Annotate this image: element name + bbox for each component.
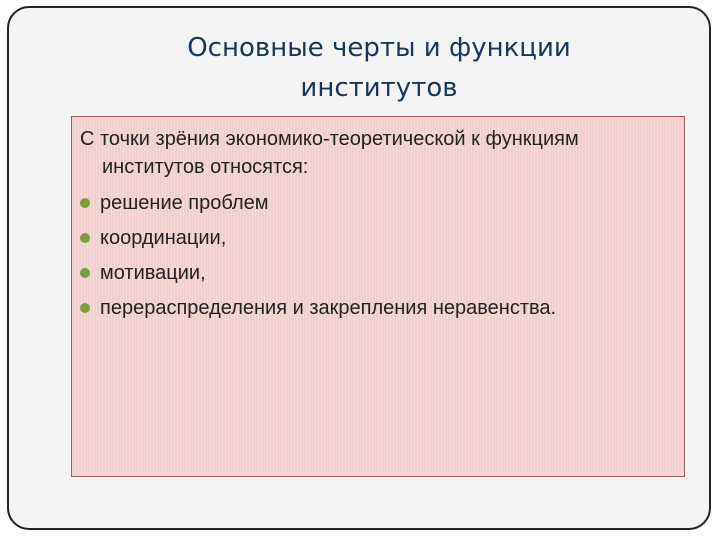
bullet-dot-icon <box>80 268 90 278</box>
slide-frame <box>7 6 711 530</box>
bullet-text: координации, <box>100 227 227 249</box>
bullet-text: решение проблем <box>100 192 269 214</box>
bullet-item <box>78 259 556 294</box>
title-line-2: институтов <box>300 73 458 103</box>
bullet-item <box>78 189 556 224</box>
bullet-text: перераспределения и закрепления неравенства. <box>100 297 557 319</box>
bullet-dot-icon <box>80 198 90 208</box>
content-box <box>71 116 685 477</box>
bullet-item <box>78 294 556 329</box>
slide-title <box>79 28 679 108</box>
title-line-1: Основные черты и функции <box>187 33 571 63</box>
bullet-text: мотивации, <box>100 262 206 284</box>
bullet-item <box>78 224 556 259</box>
bullet-dot-icon <box>80 233 90 243</box>
intro-line-2: институтов относятся: <box>102 156 309 178</box>
bullet-dot-icon <box>80 303 90 313</box>
bullet-list <box>78 189 556 329</box>
intro-text <box>80 125 670 181</box>
intro-line-1: С точки зрёния экономико-теоретической к функциям <box>80 128 579 150</box>
